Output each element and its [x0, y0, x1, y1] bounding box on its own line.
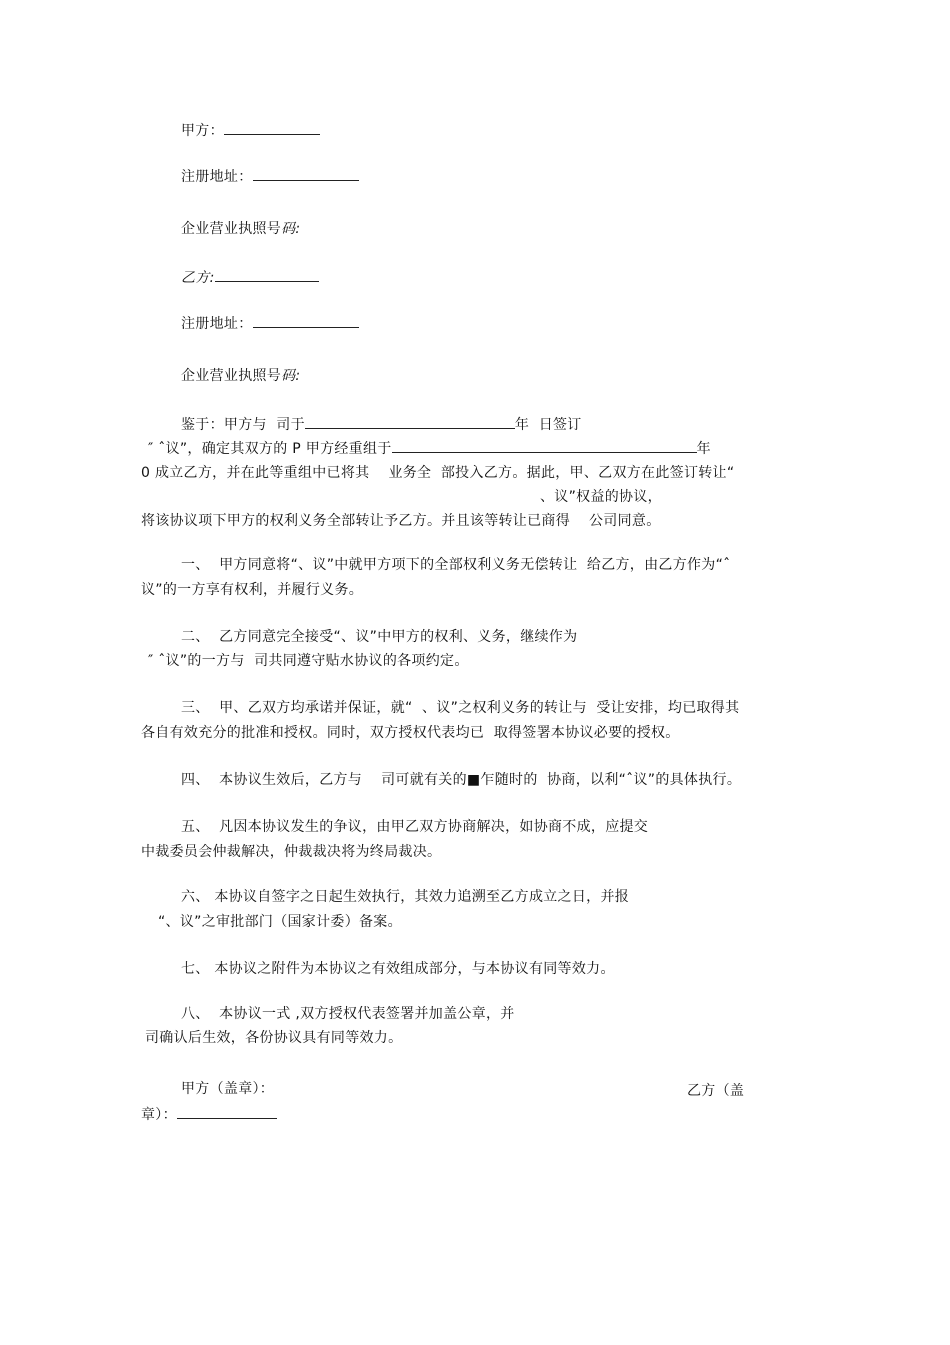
signature-text: 章）：	[141, 1107, 177, 1123]
clause-6-line-2: “、议”之审批部门（国家计委）备案。	[158, 914, 402, 930]
license-b-label: 企业营业执照号	[181, 368, 282, 384]
preamble-text: 年	[696, 441, 711, 457]
party-a-label: 甲方：	[181, 123, 224, 139]
clause-1-line-1: 一、 甲方同意将“、议”中就甲方项下的全部权利义务无偿转让 给乙方，由乙方作为“ˆ	[181, 557, 731, 573]
address-a-label: 注册地址：	[181, 169, 253, 185]
party-b-blank	[215, 269, 319, 282]
clause-5-line-2: 中裁委员会仲裁解决，仲裁裁决将为终局裁决。	[141, 844, 442, 860]
clause-8-line-2: 司确认后生效，各份协议具有同等效力。	[145, 1030, 403, 1046]
signature-party-a: 甲方（盖章）：	[181, 1081, 275, 1097]
preamble-text: 年 日签订	[514, 417, 582, 433]
preamble-line-5: 将该协议项下甲方的权利义务全部转让予乙方。并且该等转让已商得 公司同意。	[141, 513, 661, 529]
date-blank	[392, 440, 697, 453]
clause-8-line-1: 八、 本协议一式 ,双方授权代表签署并加盖公章，并	[181, 1006, 515, 1022]
clause-2-line-1: 二、 乙方同意完全接受“、议”中甲方的权利、义务，继续作为	[181, 629, 578, 645]
license-b-line	[181, 368, 300, 384]
signature-party-b-cont	[141, 1106, 277, 1123]
signature-blank	[177, 1106, 277, 1119]
address-b-blank	[253, 315, 359, 328]
address-b-line	[181, 315, 359, 332]
license-a-label: 企业营业执照号	[181, 221, 282, 237]
address-a-blank	[253, 168, 359, 181]
license-a-suffix: 码:	[281, 221, 301, 237]
clause-5-line-1: 五、 凡因本协议发生的争议，由甲乙双方协商解决，如协商不成，应提交	[181, 819, 649, 835]
address-b-label: 注册地址：	[181, 316, 253, 332]
clause-1-line-2: 议”的一方享有权利，并履行义务。	[141, 582, 364, 598]
party-a-line	[181, 122, 320, 139]
party-b-label: 乙方:	[181, 270, 215, 286]
preamble-line-2	[148, 440, 711, 457]
license-b-suffix: 码:	[281, 368, 301, 384]
clause-7-line-1: 七、 本协议之附件为本协议之有效组成部分，与本协议有同等效力。	[181, 961, 615, 977]
party-a-blank	[224, 122, 320, 135]
date-blank	[305, 416, 515, 429]
signature-party-b: 乙方（盖	[687, 1083, 745, 1099]
preamble-line-4: 、议”权益的协议，	[540, 489, 662, 505]
clause-6-line-1: 六、 本协议自签字之日起生效执行，其效力追溯至乙方成立之日，并报	[181, 889, 630, 905]
preamble-line-1	[181, 416, 582, 433]
party-b-line	[181, 269, 319, 286]
clause-4-line-1: 四、 本协议生效后，乙方与 司可就有关的■乍随时的 协商，以利“ˆ议”的具体执行。	[181, 772, 742, 788]
clause-3-line-2: 各自有效充分的批准和授权。同时，双方授权代表均已 取得签署本协议必要的授权。	[141, 725, 680, 741]
preamble-text: 鉴于：甲方与 司于	[181, 417, 305, 433]
address-a-line	[181, 168, 359, 185]
clause-3-line-1: 三、 甲、乙双方均承诺并保证，就“ 、议”之权利义务的转让与 受让安排，均已取得其	[181, 700, 740, 716]
preamble-line-3: 0 成立乙方，并在此等重组中已将其 业务全 部投入乙方。据此，甲、乙双方在此签订转让“	[141, 465, 735, 481]
preamble-text: ″ ˆ议”，确定其双方的 P 甲方经重组于	[148, 441, 392, 457]
license-a-line	[181, 221, 300, 237]
clause-2-line-2: ″ ˆ议”的一方与 司共同遵守贴水协议的各项约定。	[148, 653, 469, 669]
